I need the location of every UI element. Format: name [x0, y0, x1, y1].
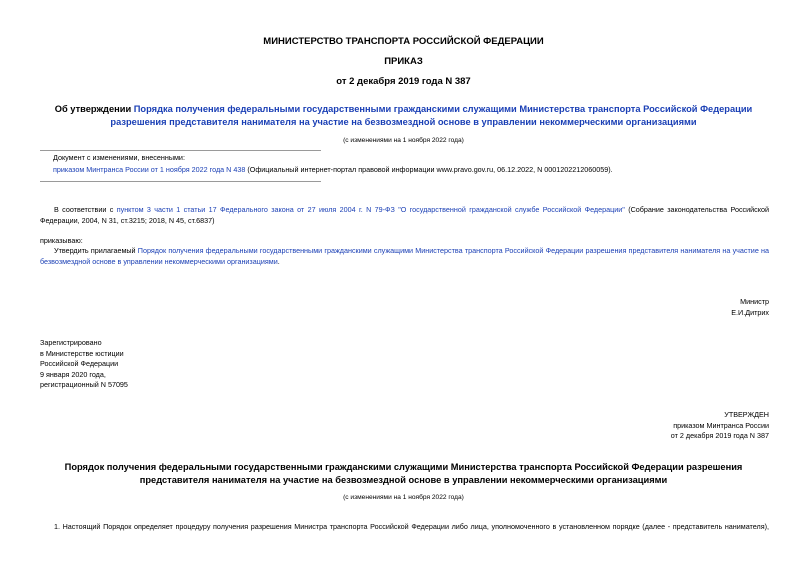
- order-title-prefix: Об утверждении: [54, 104, 134, 114]
- approval-line: приказом Минтранса России: [673, 420, 769, 430]
- preamble-paragraph: [40, 205, 769, 226]
- registration-line: 9 января 2020 года,: [40, 369, 106, 379]
- signatory-name: Е.И.Дитрих: [731, 307, 769, 317]
- changes-source: (Официальный интернет-портал правовой информации www.pravo.gov.ru, 06.12.2022, N 0001202212060059).: [245, 165, 613, 174]
- registration-line: регистрационный N 57095: [40, 380, 128, 389]
- approval-line: от 2 декабря 2019 года N 387: [670, 431, 769, 440]
- order-title: [38, 103, 769, 128]
- amendment-note: (с изменениями на 1 ноября 2022 года): [343, 137, 464, 144]
- preamble-text-start: В соответствии с: [54, 205, 117, 214]
- procedure-item-1: 1. Настоящий Порядок определяет процедуру получения разрешения Министра транспорта Российской Федерации либо лица, уполномоченного в установленном порядке (далее - представитель нанимателя),: [54, 522, 769, 531]
- procedure-amendment-note: (с изменениями на 1 ноября 2022 года): [343, 494, 464, 501]
- divider-top: [40, 150, 321, 151]
- registration-line: Российской Федерации: [40, 359, 119, 368]
- divider-bottom: [40, 181, 321, 182]
- order-text-end: .: [277, 256, 280, 266]
- order-title-link[interactable]: Порядка получения федеральными государственными гражданскими служащими Министерства транспорта Российской Федерации разрешения представителя нанимателя на участие на безвозмездной основе в управлении некоммерческими организациями: [110, 104, 753, 127]
- registration-line: в Министерстве юстиции: [40, 348, 124, 358]
- order-paragraph: [40, 246, 769, 267]
- document-type: ПРИКАЗ: [384, 56, 423, 67]
- signature-block: [731, 297, 769, 318]
- registration-block: [40, 338, 128, 391]
- preamble-text-end: (Собрание законодательства Российской Федерации, 2004, N 31, ст.3215; 2018, N 45, ст.6837): [40, 205, 769, 225]
- changes-label: Документ с изменениями, внесенными:: [53, 153, 185, 162]
- signatory-position: Министр: [740, 297, 769, 306]
- order-word: приказываю:: [40, 236, 83, 245]
- registration-line: Зарегистрировано: [40, 338, 102, 347]
- approval-block: [671, 410, 769, 442]
- procedure-link[interactable]: Порядок получения федеральными государственными гражданскими служащими Министерства транспорта Российской Федерации разрешения представителя нанимателя на участие на безвозмездной основе в управлении некоммерческими организациями: [40, 246, 770, 266]
- approval-line: УТВЕРЖДЕН: [724, 410, 769, 419]
- amending-order-link[interactable]: приказом Минтранса России от 1 ноября 2022 года N 438: [53, 165, 246, 174]
- changes-entry: [53, 165, 783, 176]
- order-date-number: от 2 декабря 2019 года N 387: [336, 76, 471, 87]
- procedure-title: Порядок получения федеральными государственными гражданскими служащими Министерства транспорта Российской Федерации разрешения представителя нанимателя на участие на безвозмездной основе в управлении некоммерческими организациями: [64, 462, 743, 485]
- ministry-heading: МИНИСТЕРСТВО ТРАНСПОРТА РОССИЙСКОЙ ФЕДЕРАЦИИ: [263, 36, 544, 47]
- order-text-start: Утвердить прилагаемый: [54, 246, 138, 255]
- federal-law-link[interactable]: пунктом 3 части 1 статьи 17 Федерального закона от 27 июля 2004 г. N 79-ФЗ "О государственной гражданской службе Российской Федерации": [116, 205, 625, 214]
